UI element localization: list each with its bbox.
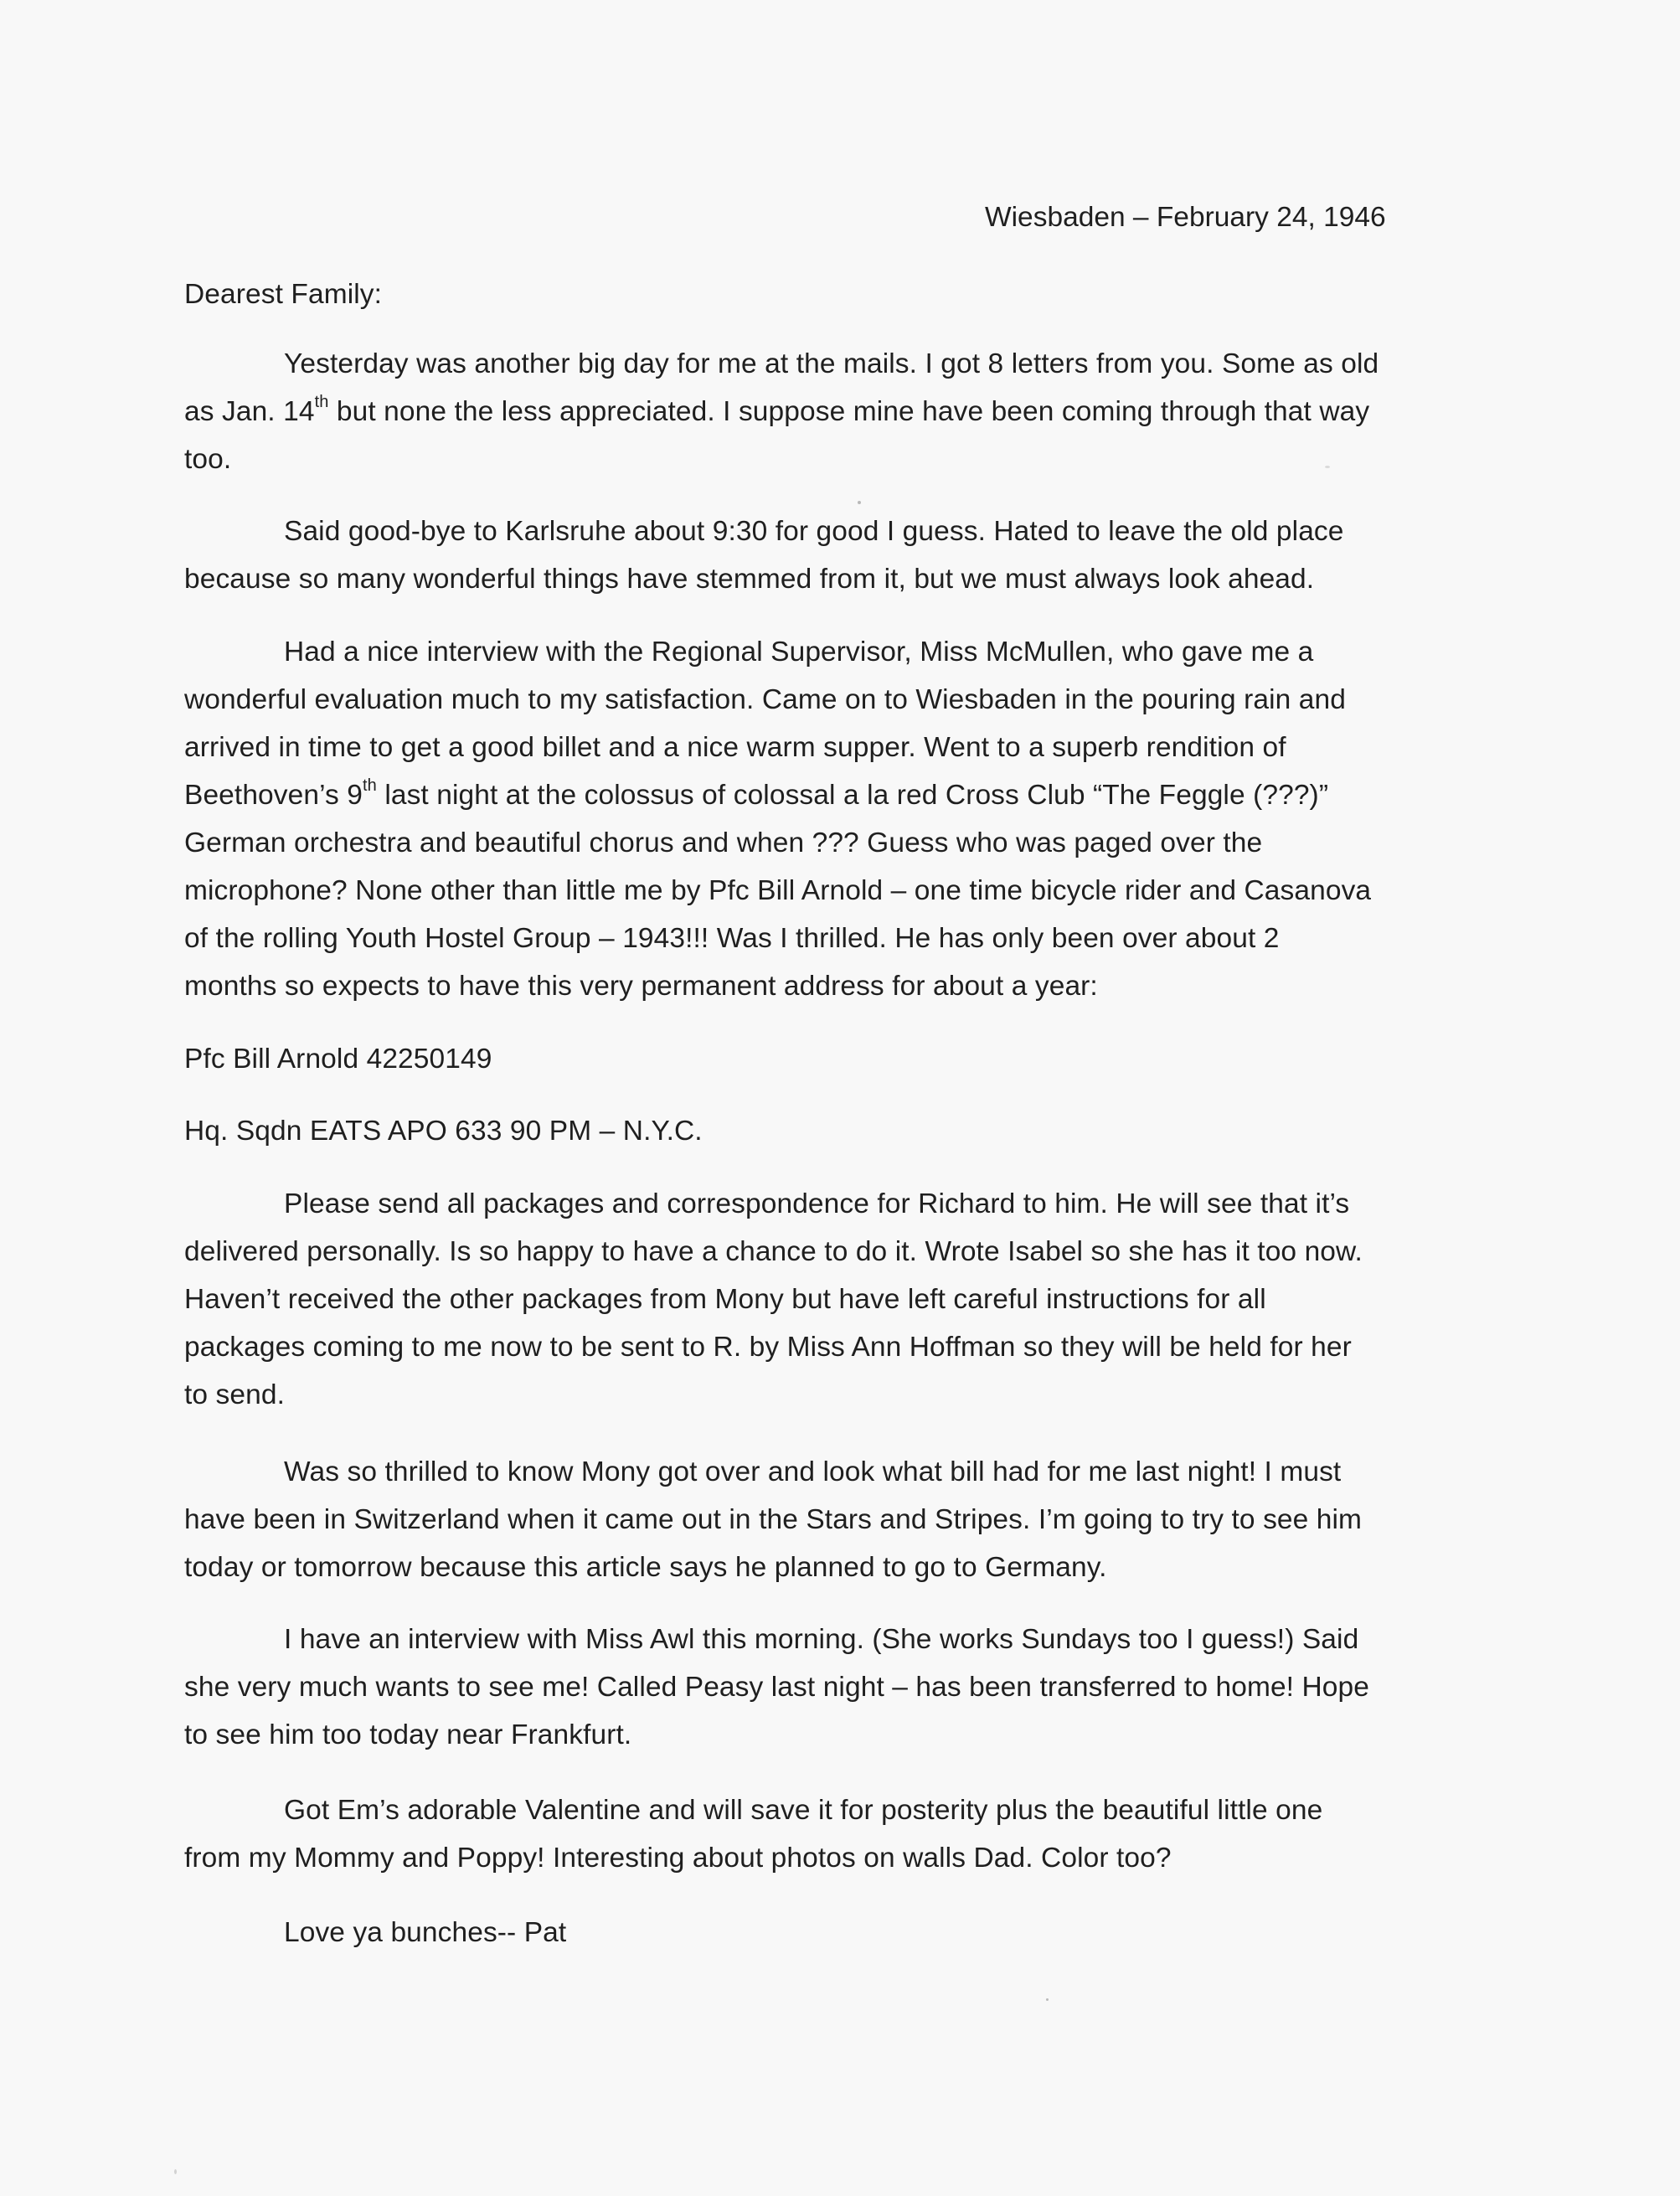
- paragraph-4-line-3: Haven’t received the other packages from Mony but have left careful instructions for all: [184, 1284, 1266, 1315]
- superscript: th: [314, 392, 329, 411]
- paragraph-2-line-2: because so many wonderful things have stemmed from it, but we must always look ahead.: [184, 564, 1315, 595]
- paragraph-6-line-1: I have an interview with Miss Awl this morning. (She works Sundays too I guess!) Said: [284, 1624, 1359, 1655]
- paragraph-6-line-3: to see him too today near Frankfurt.: [184, 1719, 632, 1750]
- paragraph-3-line-2: wonderful evaluation much to my satisfaction. Came on to Wiesbaden in the pouring rain and: [184, 684, 1346, 715]
- paragraph-2-line-1: Said good-bye to Karlsruhe about 9:30 for good I guess. Hated to leave the old place: [284, 516, 1344, 547]
- paragraph-3-line-5: German orchestra and beautiful chorus and when ??? Guess who was paged over the: [184, 827, 1263, 858]
- scan-speck: [174, 2169, 177, 2174]
- paragraph-6-line-2: she very much wants to see me! Called Peasy last night – has been transferred to home! Hope: [184, 1672, 1369, 1703]
- paragraph-4-line-5: to send.: [184, 1379, 285, 1410]
- paragraph-3-line-8: months so expects to have this very permanent address for about a year:: [184, 971, 1098, 1002]
- scan-speck: [858, 501, 861, 504]
- paragraph-5-line-2: have been in Switzerland when it came out in the Stars and Stripes. I’m going to try to see him: [184, 1504, 1363, 1535]
- paragraph-7-line-2: from my Mommy and Poppy! Interesting about photos on walls Dad. Color too?: [184, 1843, 1172, 1874]
- paragraph-5-line-1: Was so thrilled to know Mony got over and look what bill had for me last night! I must: [284, 1456, 1342, 1487]
- scan-speck: [1325, 466, 1330, 468]
- paragraph-4-line-4: packages coming to me now to be sent to R. by Miss Ann Hoffman so they will be held for her: [184, 1332, 1352, 1363]
- letter-closing: Love ya bunches-- Pat: [284, 1917, 567, 1948]
- paragraph-3-line-4: [184, 772, 1328, 819]
- paragraph-4-line-1: Please send all packages and correspondence for Richard to him. He will see that it’s: [284, 1188, 1350, 1219]
- paragraph-5-line-3: today or tomorrow because this article says he planned to go to Germany.: [184, 1552, 1107, 1583]
- paragraph-1-line-1: Yesterday was another big day for me at the mails. I got 8 letters from you. Some as old: [284, 348, 1379, 379]
- paragraph-7-line-1: Got Em’s adorable Valentine and will save it for posterity plus the beautiful little one: [284, 1795, 1323, 1826]
- paragraph-3-line-6: microphone? None other than little me by Pfc Bill Arnold – one time bicycle rider and Casanova: [184, 875, 1372, 906]
- paragraph-3-line-1: Had a nice interview with the Regional Supervisor, Miss McMullen, who gave me a: [284, 637, 1314, 668]
- paragraph-3-line-3: arrived in time to get a good billet and a nice warm supper. Went to a superb rendition of: [184, 732, 1286, 763]
- address-line-1: Pfc Bill Arnold 42250149: [184, 1044, 492, 1075]
- letter-dateline: Wiesbaden – February 24, 1946: [985, 202, 1386, 233]
- scan-speck: [1046, 1998, 1049, 2001]
- paragraph-1-line-3: too.: [184, 444, 232, 475]
- text-run: as Jan. 14: [184, 396, 315, 427]
- address-line-2: Hq. Sqdn EATS APO 633 90 PM – N.Y.C.: [184, 1116, 703, 1147]
- paragraph-1-line-2: [184, 389, 1369, 436]
- paragraph-4-line-2: delivered personally. Is so happy to have a chance to do it. Wrote Isabel so she has it too now.: [184, 1236, 1363, 1267]
- superscript: th: [363, 776, 377, 795]
- text-run: Beethoven’s 9: [184, 780, 363, 811]
- text-run: but none the less appreciated. I suppose mine have been coming through that way: [328, 396, 1370, 427]
- paragraph-3-line-7: of the rolling Youth Hostel Group – 1943!!! Was I thrilled. He has only been over about 2: [184, 923, 1280, 954]
- letter-salutation: Dearest Family:: [184, 279, 383, 310]
- text-run: last night at the colossus of colossal a la red Cross Club “The Feggle (???)”: [376, 780, 1329, 811]
